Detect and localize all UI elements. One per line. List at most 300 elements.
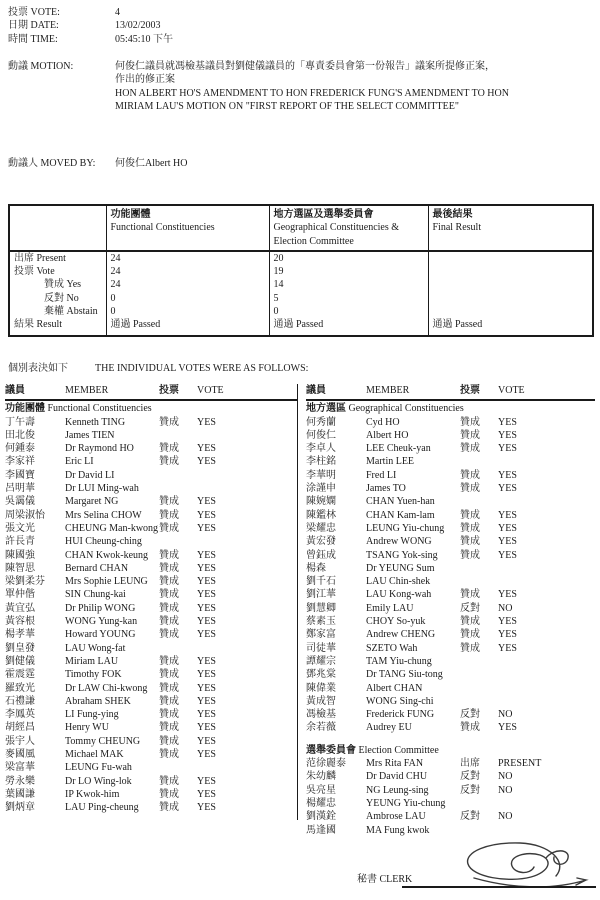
- summary-table: [8, 204, 594, 337]
- member-name-en: James TO: [366, 483, 406, 495]
- member-row: [5, 655, 297, 668]
- member-name-zh: 勞永樂: [5, 775, 35, 787]
- member-row: [306, 535, 595, 548]
- member-name-en: Margaret NG: [65, 496, 119, 508]
- member-row: [306, 642, 595, 655]
- member-vote-en: YES: [197, 456, 216, 468]
- member-name-zh: 張文光: [5, 522, 35, 534]
- member-vote-zh: 反對: [460, 709, 480, 721]
- member-name-en: LAU Ping-cheung: [65, 802, 139, 814]
- member-vote-en: [498, 824, 595, 837]
- section-header: 功能團體 Functional Constituencies: [5, 403, 152, 415]
- member-row: [5, 788, 297, 801]
- member-name-zh: 許長青: [5, 536, 35, 548]
- member-vote-zh: 贊成: [159, 602, 179, 614]
- member-row: [5, 442, 297, 455]
- section-header: 地方選區 Geographical Constituencies: [306, 403, 464, 415]
- member-name-en: Dr LAW Chi-kwong: [65, 682, 148, 694]
- member-vote-en: [498, 655, 595, 668]
- member-name-en: Dr YEUNG Sum: [366, 562, 435, 574]
- member-name-en: HUI Cheung-ching: [65, 536, 142, 548]
- member-vote-en: YES: [197, 735, 216, 747]
- member-name-zh: 余若薇: [306, 722, 336, 734]
- member-name-en: YEUNG Yiu-chung: [366, 797, 446, 809]
- member-vote-zh: 贊成: [159, 629, 179, 641]
- member-name-en: LEE Cheuk-yan: [366, 443, 431, 455]
- member-row: [306, 797, 595, 810]
- member-vote-zh: 贊成: [159, 509, 179, 521]
- member-name-zh: 黃容根: [5, 616, 35, 628]
- summary-row-present: 出席 Present 24 20: [9, 251, 593, 265]
- member-name-en: Eric LI: [65, 456, 94, 468]
- member-vote-zh: 贊成: [159, 589, 179, 601]
- member-name-en: Tommy CHEUNG: [65, 735, 141, 747]
- member-name-en: IP Kwok-him: [65, 788, 120, 800]
- member-vote-zh: 贊成: [159, 655, 179, 667]
- member-vote-en: [197, 482, 297, 495]
- member-vote-zh: 贊成: [159, 695, 179, 707]
- member-vote-zh: 贊成: [159, 709, 179, 721]
- time-label: 時間 TIME:: [8, 33, 58, 45]
- member-vote-zh: 贊成: [460, 589, 480, 601]
- summary-row-abstain: 棄權 Abstain 0 0: [9, 305, 593, 318]
- member-name-en: Mrs Selina CHOW: [65, 509, 142, 521]
- member-name-en: Dr Raymond HO: [65, 443, 134, 455]
- member-name-zh: 劉千石: [306, 576, 336, 588]
- member-name-zh: 陳婉嫻: [306, 496, 336, 508]
- member-name-zh: 鄭家富: [306, 629, 336, 641]
- member-vote-zh: [460, 824, 498, 837]
- member-row: [306, 770, 595, 783]
- member-vote-zh: [460, 562, 498, 575]
- member-name-zh: 梁耀忠: [306, 522, 336, 534]
- member-name-en: SZETO Wah: [366, 642, 418, 654]
- member-vote-en: YES: [197, 695, 216, 707]
- summary-header-geographical: 地方選區及選舉委員會 Geographical Constituencies & Election Committee: [269, 205, 428, 251]
- member-vote-en: YES: [197, 416, 216, 428]
- member-vote-en: YES: [498, 416, 517, 428]
- member-vote-en: YES: [197, 602, 216, 614]
- vote-zh-header: 投票: [159, 385, 179, 396]
- member-vote-en: [197, 642, 297, 655]
- member-vote-en: [197, 761, 297, 774]
- member-vote-en: [197, 535, 297, 548]
- member-name-en: WONG Sing-chi: [366, 695, 434, 707]
- member-row: [5, 642, 297, 655]
- vote-number-row: [8, 6, 568, 19]
- member-row: [5, 748, 297, 761]
- member-name-en: Mrs Sophie LEUNG: [65, 576, 148, 588]
- member-vote-en: [197, 469, 297, 482]
- vote-number-value: 4: [115, 7, 120, 18]
- functional-votes-body: [5, 402, 297, 814]
- member-name-zh: 楊孝華: [5, 629, 35, 641]
- member-vote-zh: 贊成: [159, 522, 179, 534]
- member-name-zh: 黃宏發: [306, 536, 336, 548]
- member-row: [5, 602, 297, 615]
- member-name-en: MA Fung kwok: [366, 824, 430, 836]
- member-name-zh: 司徒華: [306, 642, 336, 654]
- member-name-zh: 鄧兆棠: [306, 669, 336, 681]
- member-name-zh: 梁劉柔芬: [5, 576, 45, 588]
- member-vote-zh: 贊成: [159, 802, 179, 814]
- member-name-en: Dr LUI Ming-wah: [65, 483, 139, 495]
- member-vote-zh: 贊成: [460, 549, 480, 561]
- member-name-zh: 劉漢銓: [306, 811, 336, 823]
- member-row: [306, 810, 595, 823]
- member-name-en: CHAN Kam-lam: [366, 509, 435, 521]
- member-vote-en: NO: [498, 771, 513, 783]
- member-name-en: WONG Yung-kan: [65, 616, 138, 628]
- member-vote-zh: 贊成: [159, 443, 179, 455]
- moved-by-value: 何俊仁Albert HO: [115, 158, 188, 169]
- date-label: 日期 DATE:: [8, 20, 59, 32]
- member-vote-zh: 贊成: [460, 469, 480, 481]
- member-row: [306, 562, 595, 575]
- member-vote-zh: [159, 642, 197, 655]
- member-vote-en: YES: [197, 722, 216, 734]
- member-name-en: Dr David CHU: [366, 771, 428, 783]
- date-row: [8, 19, 568, 32]
- member-name-en: Timothy FOK: [65, 669, 122, 681]
- member-vote-en: YES: [498, 722, 517, 734]
- vote-en-header: VOTE: [197, 385, 224, 396]
- member-vote-en: YES: [498, 549, 517, 561]
- member-vote-zh: [460, 495, 498, 508]
- member-name-zh: 劉皇發: [5, 642, 35, 654]
- member-name-en: Dr TANG Siu-tong: [366, 669, 443, 681]
- member-vote-zh: [159, 535, 197, 548]
- member-row: [306, 455, 595, 468]
- member-vote-zh: 贊成: [159, 722, 179, 734]
- member-row: [306, 682, 595, 695]
- member-row: [306, 628, 595, 641]
- member-vote-zh: [460, 668, 498, 681]
- member-vote-en: [498, 682, 595, 695]
- member-name-zh: 黃宜弘: [5, 602, 35, 614]
- member-vote-zh: 贊成: [159, 735, 179, 747]
- member-name-en: Abraham SHEK: [65, 695, 131, 707]
- member-vote-en: YES: [197, 549, 216, 561]
- motion-text: [115, 60, 592, 113]
- member-vote-zh: [460, 797, 498, 810]
- member-row: [306, 509, 595, 522]
- member-name-zh: 李卓人: [306, 443, 336, 455]
- member-name-en: James TIEN: [65, 429, 115, 441]
- member-row: [306, 429, 595, 442]
- functional-votes-table: [5, 384, 297, 815]
- member-name-zh: 吳亮星: [306, 784, 336, 796]
- member-name-en: Ambrose LAU: [366, 811, 426, 823]
- member-name-zh: 胡經昌: [5, 722, 35, 734]
- member-name-en: Dr David LI: [65, 469, 115, 481]
- member-name-zh: 李華明: [306, 469, 336, 481]
- motion-line-en-1: HON ALBERT HO'S AMENDMENT TO HON FREDERICK FUNG'S AMENDMENT TO HON: [115, 87, 509, 99]
- member-vote-en: YES: [498, 589, 517, 601]
- motion-line-zh-1: 何俊仁議員就馮檢基議員對劉健儀議員的「專責委員會第一份報告」議案所提修正案，: [115, 61, 495, 72]
- member-vote-en: YES: [197, 443, 216, 455]
- member-row: [306, 522, 595, 535]
- member-vote-zh: 贊成: [159, 496, 179, 508]
- member-name-zh: 周梁淑怡: [5, 509, 45, 521]
- member-vote-zh: 贊成: [159, 549, 179, 561]
- motion-label: 動議 MOTION:: [8, 61, 74, 72]
- member-vote-en: [498, 455, 595, 468]
- member-vote-zh: 贊成: [460, 642, 480, 654]
- member-name-en: Howard YOUNG: [65, 629, 136, 641]
- member-name-zh: 何秀蘭: [306, 416, 336, 428]
- member-name-en: Andrew WONG: [366, 536, 432, 548]
- member-vote-en: YES: [197, 749, 216, 761]
- member-name-zh: 黃成智: [306, 695, 336, 707]
- member-vote-en: YES: [197, 775, 216, 787]
- member-vote-zh: [159, 482, 197, 495]
- member-row: [5, 761, 297, 774]
- member-name-zh: 李柱銘: [306, 456, 336, 468]
- member-name-zh: 譚耀宗: [306, 655, 336, 667]
- member-vote-zh: [159, 469, 197, 482]
- member-vote-zh: 贊成: [460, 629, 480, 641]
- member-vote-zh: 贊成: [159, 669, 179, 681]
- member-row: [5, 721, 297, 734]
- member-name-en: Audrey EU: [366, 722, 412, 734]
- member-zh-header: 議員: [5, 385, 25, 396]
- member-name-zh: 劉健儀: [5, 655, 35, 667]
- member-vote-en: NO: [498, 709, 513, 721]
- member-row: [5, 628, 297, 641]
- member-row: [306, 655, 595, 668]
- member-name-en: CHAN Kwok-keung: [65, 549, 149, 561]
- member-row: [306, 708, 595, 721]
- member-name-zh: 何俊仁: [306, 429, 336, 441]
- clerk-label: 秘書 CLERK: [357, 874, 413, 885]
- member-name-zh: 羅致光: [5, 682, 35, 694]
- member-vote-zh: 反對: [460, 784, 480, 796]
- member-vote-zh: 贊成: [460, 509, 480, 521]
- member-zh-header: 議員: [306, 385, 326, 396]
- member-row: [306, 442, 595, 455]
- member-name-en: Mrs Rita FAN: [366, 758, 424, 770]
- member-name-en: CHOY So-yuk: [366, 616, 426, 628]
- member-vote-en: [498, 575, 595, 588]
- member-name-en: Andrew CHENG: [366, 629, 436, 641]
- member-vote-en: YES: [197, 562, 216, 574]
- member-vote-zh: 贊成: [159, 616, 179, 628]
- member-vote-en: YES: [498, 469, 517, 481]
- member-name-zh: 丁午壽: [5, 416, 35, 428]
- member-name-en: Michael MAK: [65, 749, 124, 761]
- member-row: [306, 549, 595, 562]
- member-name-en: Cyd HO: [366, 416, 400, 428]
- member-vote-en: YES: [498, 443, 517, 455]
- member-vote-en: YES: [498, 522, 517, 534]
- member-row: [5, 455, 297, 468]
- member-name-en: Kenneth TING: [65, 416, 126, 428]
- member-name-en: Dr Philip WONG: [65, 602, 136, 614]
- summary-row-result: 結果 Result 通過 Passed 通過 Passed 通過 Passed: [9, 318, 593, 335]
- member-vote-en: NO: [498, 811, 513, 823]
- member-name-en: Bernard CHAN: [65, 562, 129, 574]
- member-row: [5, 708, 297, 721]
- member-vote-en: [498, 562, 595, 575]
- summary-row-vote: 投票 Vote 24 19: [9, 265, 593, 278]
- member-name-zh: 楊森: [306, 562, 326, 574]
- vote-zh-header: 投票: [460, 385, 480, 396]
- member-name-en: Henry WU: [65, 722, 109, 734]
- member-name-zh: 涂謹申: [306, 483, 336, 495]
- member-name-zh: 李國寶: [5, 469, 35, 481]
- member-row: [306, 482, 595, 495]
- member-row: [306, 695, 595, 708]
- member-name-zh: 吳靄儀: [5, 496, 35, 508]
- member-row: [5, 615, 297, 628]
- member-row: [306, 615, 595, 628]
- member-vote-en: YES: [197, 576, 216, 588]
- member-name-zh: 何鍾泰: [5, 443, 35, 455]
- member-name-zh: 陳智思: [5, 562, 35, 574]
- member-vote-en: YES: [197, 616, 216, 628]
- member-name-en: Martin LEE: [366, 456, 415, 468]
- member-name-en: Miriam LAU: [65, 655, 119, 667]
- member-row: [5, 469, 297, 482]
- member-name-zh: 馮檢基: [306, 709, 336, 721]
- member-vote-zh: 贊成: [159, 562, 179, 574]
- member-row: [5, 535, 297, 548]
- member-name-zh: 曾鈺成: [306, 549, 336, 561]
- member-row: [5, 549, 297, 562]
- member-vote-en: YES: [498, 536, 517, 548]
- member-name-en: LI Fung-ying: [65, 709, 119, 721]
- member-vote-zh: [159, 761, 197, 774]
- summary-header-functional: 功能團體 Functional Constituencies: [106, 205, 269, 251]
- member-name-en: Albert HO: [366, 429, 409, 441]
- member-row: [5, 735, 297, 748]
- member-vote-en: PRESENT: [498, 758, 542, 770]
- summary-row-yes: 贊成 Yes 24 14: [9, 278, 593, 291]
- member-vote-en: YES: [498, 616, 517, 628]
- motion-line-en-2: MIRIAM LAU'S MOTION ON "FIRST REPORT OF THE SELECT COMMITTEE": [115, 100, 459, 112]
- time-row: [8, 33, 568, 46]
- member-name-zh: 田北俊: [5, 429, 35, 441]
- member-row: [5, 682, 297, 695]
- member-vote-en: YES: [197, 802, 216, 814]
- member-vote-en: YES: [197, 589, 216, 601]
- member-name-zh: 范徐麗泰: [306, 758, 346, 770]
- motion-block: [8, 60, 592, 113]
- vote-table-header: [5, 384, 297, 401]
- member-vote-en: YES: [197, 655, 216, 667]
- member-row: [306, 469, 595, 482]
- member-vote-zh: 贊成: [159, 456, 179, 468]
- member-name-zh: 陳國強: [5, 549, 35, 561]
- member-name-zh: 張宇人: [5, 735, 35, 747]
- member-vote-zh: [460, 575, 498, 588]
- member-row: [306, 668, 595, 681]
- member-vote-en: YES: [197, 509, 216, 521]
- member-vote-en: YES: [197, 709, 216, 721]
- vote-number-label: 投票 VOTE:: [8, 7, 60, 18]
- member-name-en: LAU Kong-wah: [366, 589, 432, 601]
- member-name-zh: 李鳳英: [5, 709, 35, 721]
- member-name-en: Emily LAU: [366, 602, 414, 614]
- member-vote-zh: 出席: [460, 758, 480, 770]
- member-vote-zh: [460, 655, 498, 668]
- member-name-en: SIN Chung-kai: [65, 589, 126, 601]
- member-vote-zh: 贊成: [159, 682, 179, 694]
- member-vote-en: [498, 695, 595, 708]
- member-vote-zh: 贊成: [460, 616, 480, 628]
- member-name-zh: 蔡素玉: [306, 616, 336, 628]
- member-row: [5, 668, 297, 681]
- member-name-en: TSANG Yok-sing: [366, 549, 438, 561]
- vote-info-block: [8, 6, 568, 46]
- member-name-zh: 陳偉業: [306, 682, 336, 694]
- member-row: [5, 429, 297, 442]
- member-name-en: LAU Chin-shek: [366, 576, 431, 588]
- member-en-header: MEMBER: [65, 385, 109, 396]
- member-vote-zh: 贊成: [159, 416, 179, 428]
- member-vote-en: YES: [197, 629, 216, 641]
- member-row: [306, 721, 595, 734]
- member-vote-en: [498, 797, 595, 810]
- member-vote-en: YES: [498, 629, 517, 641]
- geographical-votes-table: [306, 384, 595, 837]
- member-name-en: Albert CHAN: [366, 682, 423, 694]
- member-vote-zh: [460, 682, 498, 695]
- clerk-signature: [428, 836, 598, 892]
- member-vote-zh: [460, 695, 498, 708]
- member-vote-en: YES: [197, 496, 216, 508]
- member-name-zh: 劉炳章: [5, 802, 35, 814]
- member-vote-zh: 贊成: [460, 443, 480, 455]
- member-name-zh: 劉江華: [306, 589, 336, 601]
- member-name-zh: 朱幼麟: [306, 771, 336, 783]
- member-vote-en: YES: [498, 509, 517, 521]
- member-vote-zh: 贊成: [159, 775, 179, 787]
- member-vote-en: YES: [197, 788, 216, 800]
- member-name-zh: 呂明華: [5, 483, 35, 495]
- member-vote-zh: 反對: [460, 602, 480, 614]
- member-name-zh: 劉慧卿: [306, 602, 336, 614]
- member-name-en: CHEUNG Man-kwong: [65, 522, 159, 534]
- summary-header-empty: [9, 205, 106, 251]
- member-row: [5, 562, 297, 575]
- member-row: [306, 588, 595, 601]
- member-row: [5, 495, 297, 508]
- vote-table-header: [306, 384, 595, 401]
- member-name-zh: 石禮謙: [5, 695, 35, 707]
- member-name-zh: 陳鑑林: [306, 509, 336, 521]
- summary-row-no: 反對 No 0 5: [9, 292, 593, 305]
- member-name-en: LEUNG Yiu-chung: [366, 522, 445, 534]
- member-vote-zh: 贊成: [159, 788, 179, 800]
- member-row: [306, 495, 595, 508]
- member-vote-en: YES: [498, 642, 517, 654]
- member-row: [306, 757, 595, 770]
- member-name-zh: 霍震霆: [5, 669, 35, 681]
- table-divider-line: [297, 384, 298, 820]
- member-row: [5, 801, 297, 814]
- member-vote-zh: 贊成: [159, 576, 179, 588]
- section-header: 選舉委員會 Election Committee: [306, 744, 439, 756]
- member-vote-zh: 贊成: [460, 522, 480, 534]
- member-vote-zh: [460, 455, 498, 468]
- member-row: [5, 575, 297, 588]
- member-vote-zh: [159, 429, 197, 442]
- member-row: [306, 784, 595, 797]
- member-row: [306, 416, 595, 429]
- member-vote-en: [197, 429, 297, 442]
